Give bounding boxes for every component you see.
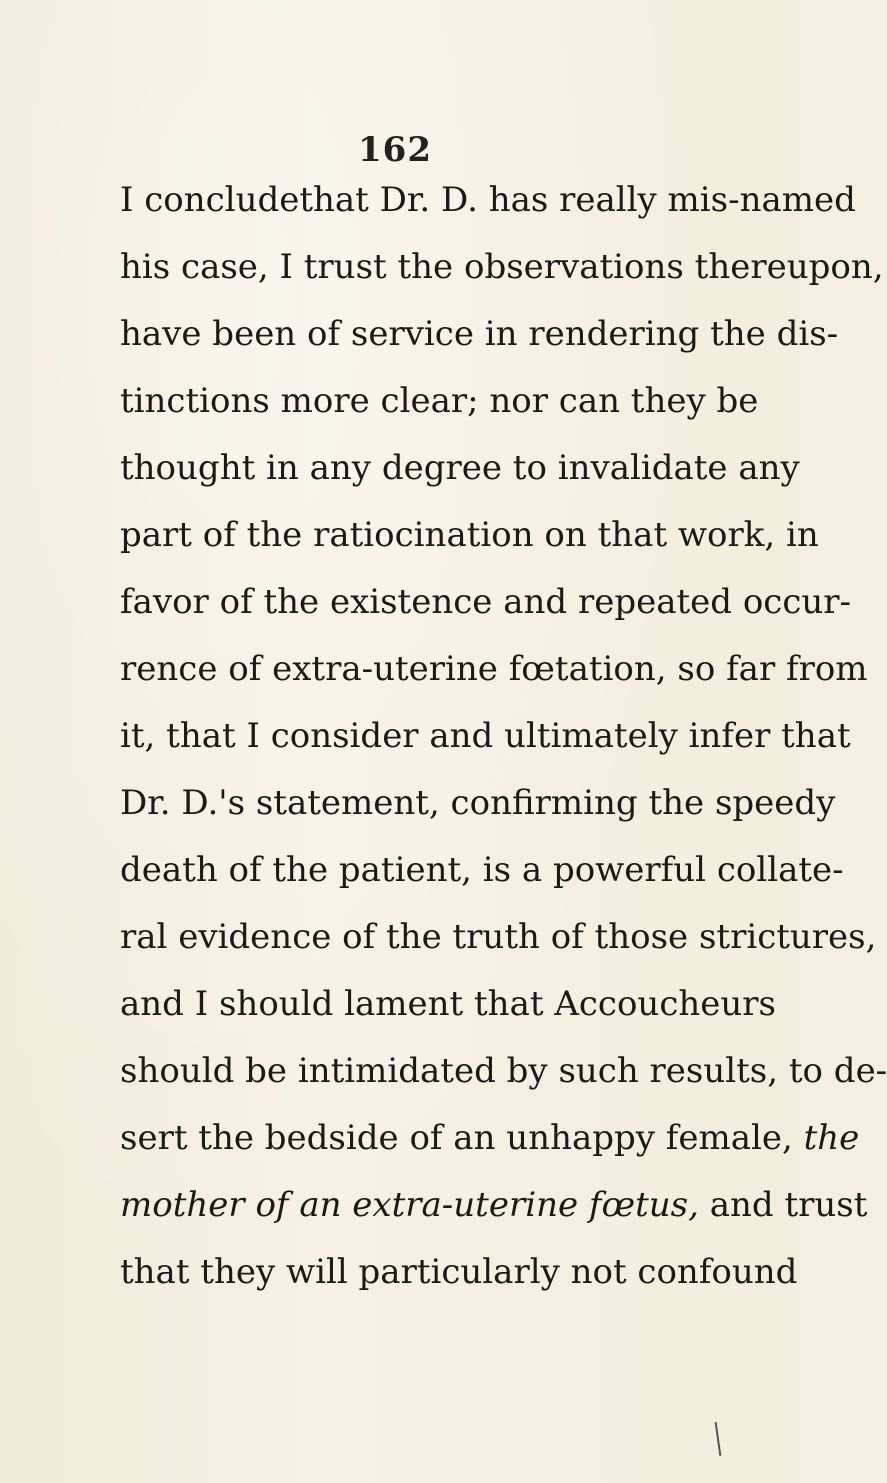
text-line-13: and I should lament that Accoucheurs <box>120 984 776 1024</box>
text-line-8: rence of extra-uterine fœtation, so far from <box>120 649 868 689</box>
text-line-9: it, that I consider and ultimately infer that <box>120 716 851 756</box>
text-line-3: have been of service in rendering the dis- <box>120 314 839 354</box>
text-line-2: his case, I trust the observations thereupon, <box>120 247 884 287</box>
text-line-14: should be intimidated by such results, to de- <box>120 1051 887 1091</box>
text-line-16 <box>120 1185 867 1225</box>
page-number: 162 <box>358 130 432 170</box>
text-line-15 <box>120 1118 859 1158</box>
text-line-15-italic: the <box>803 1118 860 1158</box>
text-line-4: tinctions more clear; nor can they be <box>120 381 759 421</box>
text-line-16-plain: and trust <box>698 1185 868 1225</box>
text-line-16-italic: mother of an extra-uterine fœtus, <box>120 1185 699 1225</box>
text-line-10: Dr. D.'s statement, confirming the speedy <box>120 783 836 823</box>
text-line-11: death of the patient, is a powerful collate- <box>120 850 844 890</box>
text-line-6: part of the ratiocination on that work, in <box>120 515 819 555</box>
ink-mark <box>715 1422 722 1456</box>
text-line-17: that they will particularly not confound <box>120 1252 798 1292</box>
text-line-7: favor of the existence and repeated occur- <box>120 582 852 622</box>
text-line-12: ral evidence of the truth of those strictures, <box>120 917 877 957</box>
text-line-1: I concludethat Dr. D. has really mis-named <box>120 180 856 220</box>
text-line-15-plain: sert the bedside of an unhappy female, <box>120 1118 804 1158</box>
text-line-5: thought in any degree to invalidate any <box>120 448 800 488</box>
